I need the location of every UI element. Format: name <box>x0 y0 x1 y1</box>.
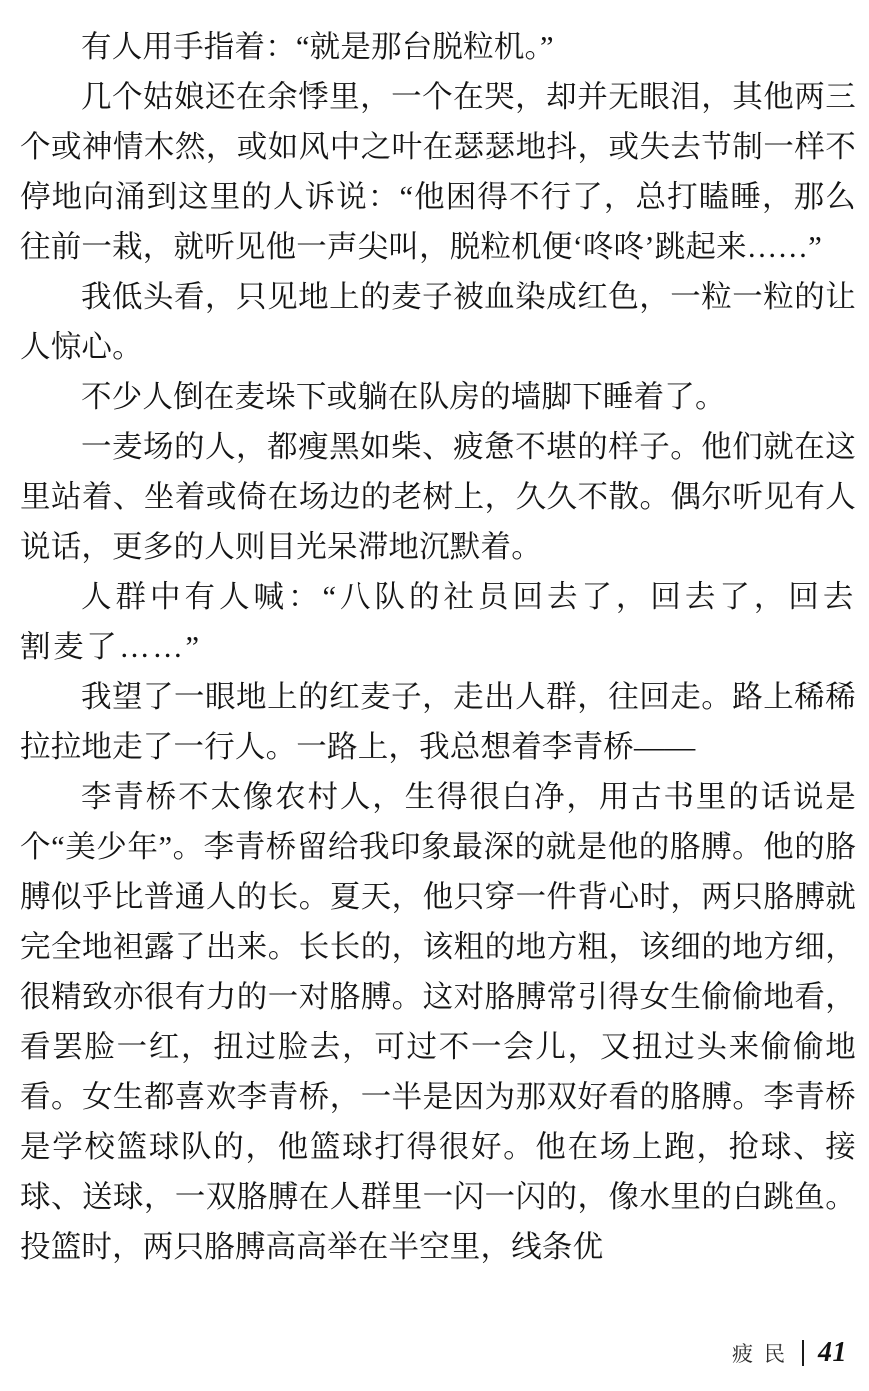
footer-separator-rule <box>802 1340 804 1366</box>
page-footer <box>732 1333 847 1373</box>
running-head: 疲民 <box>732 1342 796 1366</box>
paragraph: 一麦场的人，都瘦黑如柴、疲惫不堪的样子。他们就在这里站着、坐着或倚在场边的老树上，久久不散。偶尔听见有人说话，更多的人则目光呆滞地沉默着。 <box>20 430 856 564</box>
body-text-block <box>20 22 856 1272</box>
paragraph: 有人用手指着：“就是那台脱粒机。” <box>81 30 554 64</box>
paragraph: 人群中有人喊：“八队的社员回去了，回去了，回去割麦了……” <box>20 580 856 664</box>
page-number: 41 <box>818 1337 847 1368</box>
paragraph: 李青桥不太像农村人，生得很白净，用古书里的话说是个“美少年”。李青桥留给我印象最深的就是他的胳膊。他的胳膊似乎比普通人的长。夏天，他只穿一件背心时，两只胳膊就完全地袒露了出来。长长的，该粗的地方粗，该细的地方细，很精致亦很有力的一对胳膊。这对胳膊常引得女生偷偷地看，看罢脸一红，扭过脸去，可过不一会儿，又扭过头来偷偷地看。女生都喜欢李青桥，一半是因为那双好看的胳膊。李青桥是学校篮球队的，他篮球打得很好。他在场上跑，抢球、接球、送球，一双胳膊在人群里一闪一闪的，像水里的白跳鱼。投篮时，两只胳膊高高举在半空里，线条优 <box>20 780 856 1264</box>
paragraph: 不少人倒在麦垛下或躺在队房的墙脚下睡着了。 <box>81 380 726 414</box>
paragraph: 几个姑娘还在余悸里，一个在哭，却并无眼泪，其他两三个或神情木然，或如风中之叶在瑟瑟地抖，或失去节制一样不停地向涌到这里的人诉说：“他困得不行了，总打瞌睡，那么往前一栽，就听见他一声尖叫，脱粒机便‘咚咚’跳起来……” <box>20 80 856 264</box>
paragraph: 我望了一眼地上的红麦子，走出人群，往回走。路上稀稀拉拉地走了一行人。一路上，我总想着李青桥—— <box>20 680 856 764</box>
paragraph: 我低头看，只见地上的麦子被血染成红色，一粒一粒的让人惊心。 <box>20 280 856 364</box>
